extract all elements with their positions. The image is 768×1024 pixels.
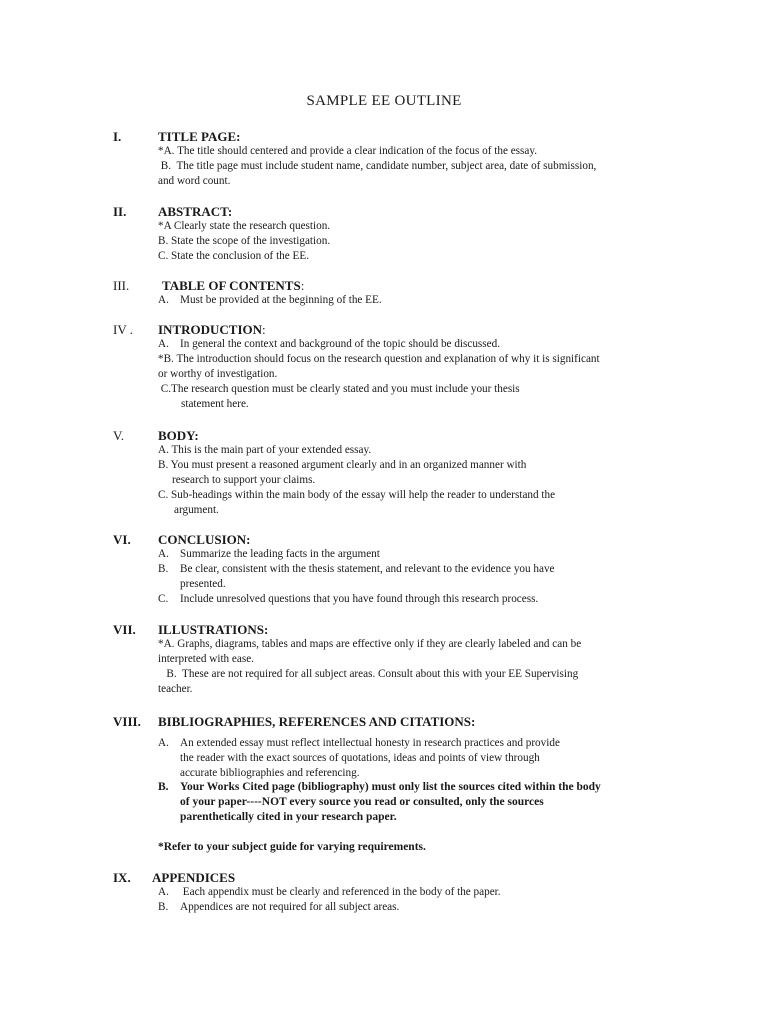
section-heading: CONCLUSION: — [158, 532, 251, 547]
section-numeral: VIII. — [113, 714, 141, 729]
outline-line: A. This is the main part of your extended essay. — [158, 444, 372, 456]
section-numeral: IV . — [113, 322, 133, 337]
outline-line: C. State the conclusion of the EE. — [158, 250, 309, 262]
outline-line: B. Appendices are not required for all subject areas. — [158, 901, 400, 913]
section-numeral: V. — [113, 428, 124, 443]
section-numeral: I. — [113, 129, 122, 144]
section-numeral: VII. — [113, 622, 136, 637]
outline-line: C. Include unresolved questions that you have found through this research process. — [158, 593, 539, 605]
section-heading: APPENDICES — [152, 870, 236, 885]
outline-line: B. The title page must include student name, candidate number, subject area, date of submission, — [158, 160, 597, 172]
outline-line: parenthetically cited in your research paper. — [180, 811, 397, 823]
section-numeral: IX. — [113, 870, 131, 885]
outline-line: *B. The introduction should focus on the research question and explanation of why it is significant — [158, 353, 600, 365]
outline-line: A. An extended essay must reflect intellectual honesty in research practices and provide — [158, 737, 560, 749]
outline-line: B. You must present a reasoned argument clearly and in an organized manner with — [158, 459, 527, 471]
outline-line: A. Each appendix must be clearly and referenced in the body of the paper. — [158, 886, 501, 898]
subject-guide-note: *Refer to your subject guide for varying requirements. — [158, 841, 426, 853]
outline-line: accurate bibliographies and referencing. — [180, 767, 360, 779]
outline-line: interpreted with ease. — [158, 653, 254, 665]
outline-line: *A. The title should centered and provide a clear indication of the focus of the essay. — [158, 145, 538, 157]
outline-line: and word count. — [158, 175, 231, 187]
section-heading: TABLE OF CONTENTS: — [162, 278, 305, 293]
outline-line: A. Summarize the leading facts in the argument — [158, 548, 380, 560]
section-heading: ILLUSTRATIONS: — [158, 622, 269, 637]
outline-line: B. State the scope of the investigation. — [158, 235, 331, 247]
section-numeral: VI. — [113, 532, 131, 547]
section-numeral: III. — [113, 278, 130, 293]
outline-line: the reader with the exact sources of quotations, ideas and points of view through — [180, 752, 540, 764]
section-numeral: II. — [113, 204, 127, 219]
section-heading: BODY: — [158, 428, 199, 443]
outline-line: or worthy of investigation. — [158, 368, 278, 380]
outline-line: A. Must be provided at the beginning of the EE. — [158, 294, 382, 306]
section-heading: INTRODUCTION: — [158, 322, 266, 337]
outline-line: *A. Graphs, diagrams, tables and maps are effective only if they are clearly labeled and can be — [158, 638, 582, 650]
section-heading: ABSTRACT: — [158, 204, 233, 219]
outline-line: B. These are not required for all subject areas. Consult about this with your EE Supervising — [158, 668, 579, 680]
outline-line: A. In general the context and background of the topic should be discussed. — [158, 338, 500, 350]
outline-line: presented. — [180, 578, 226, 590]
outline-line: argument. — [174, 504, 219, 516]
document-title: SAMPLE EE OUTLINE — [306, 93, 462, 109]
section-heading: BIBLIOGRAPHIES, REFERENCES AND CITATIONS: — [158, 714, 476, 729]
outline-line: C.The research question must be clearly stated and you must include your thesis — [158, 383, 520, 395]
outline-line: statement here. — [181, 398, 249, 410]
outline-line: *A Clearly state the research question. — [158, 220, 331, 232]
outline-line: teacher. — [158, 683, 193, 695]
outline-line: B. Your Works Cited page (bibliography) must only list the sources cited within the body — [158, 781, 601, 793]
outline-line: B. Be clear, consistent with the thesis statement, and relevant to the evidence you have — [158, 563, 555, 575]
outline-line: research to support your claims. — [172, 474, 316, 486]
section-heading: TITLE PAGE: — [158, 129, 241, 144]
outline-line: of your paper----NOT every source you read or consulted, only the sources — [180, 796, 544, 808]
outline-line: C. Sub-headings within the main body of the essay will help the reader to understand the — [158, 489, 556, 501]
